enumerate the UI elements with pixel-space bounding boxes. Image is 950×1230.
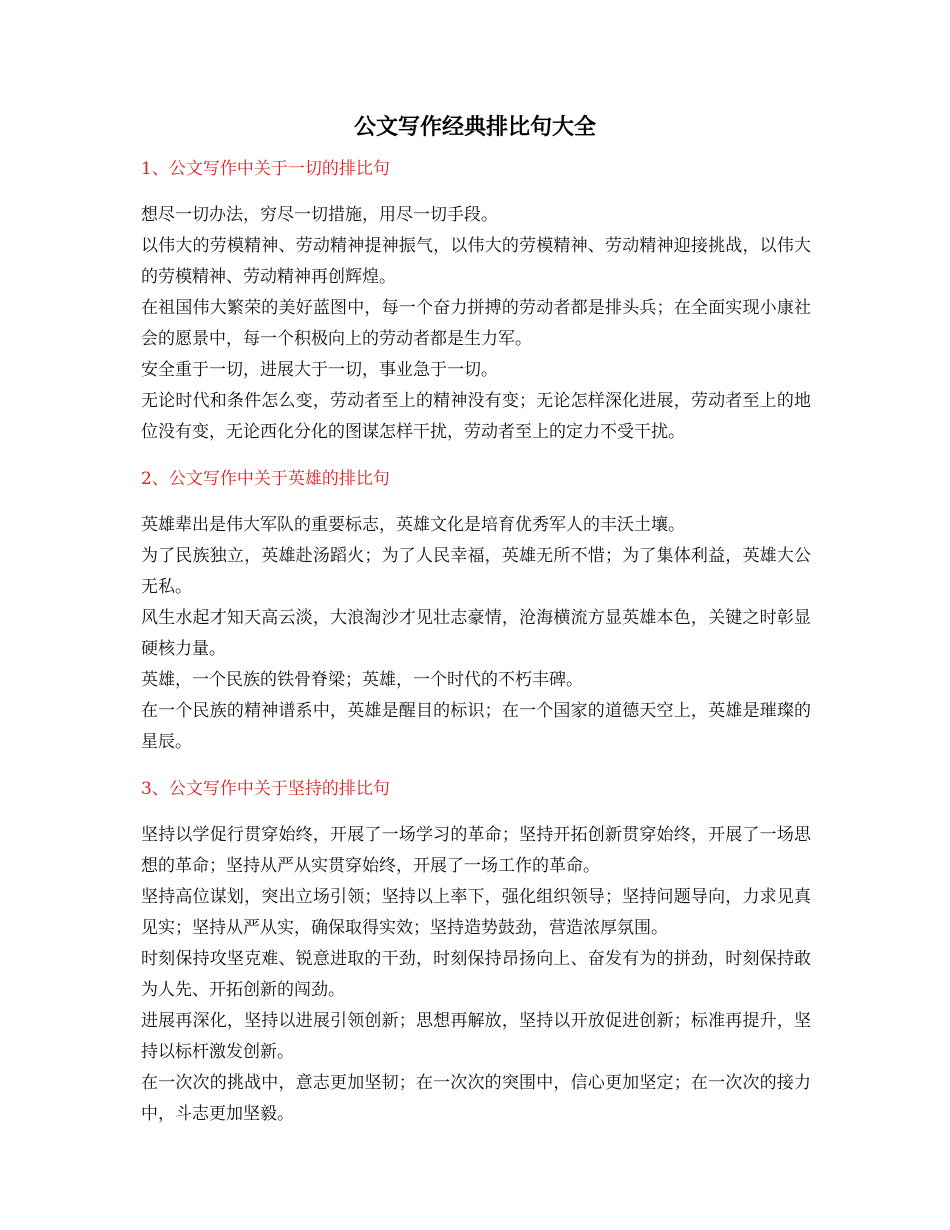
paragraph: 坚持高位谋划，突出立场引领；坚持以上率下，强化组织领导；坚持问题导向，力求见真见实；坚持从严从实，确保取得实效；坚持造势鼓劲，营造浓厚氛围。 [141,887,811,938]
section-heading: 2、公文写作中关于英雄的排比句 [141,469,390,489]
paragraph: 以伟大的劳模精神、劳动精神提神振气，以伟大的劳模精神、劳动精神迎接挑战，以伟大的劳模精神、劳动精神再创辉煌。 [141,236,811,287]
paragraph: 坚持以学促行贯穿始终，开展了一场学习的革命；坚持开拓创新贯穿始终，开展了一场思想的革命；坚持从严从实贯穿始终，开展了一场工作的革命。 [141,825,811,876]
paragraph: 风生水起才知天高云淡，大浪淘沙才见壮志豪情，沧海横流方显英雄本色，关键之时彰显硬核力量。 [141,608,811,659]
paragraph: 英雄辈出是伟大军队的重要标志，英雄文化是培育优秀军人的丰沃土壤。 [141,515,685,535]
paragraph: 进展再深化，坚持以进展引领创新；思想再解放，坚持以开放促进创新；标准再提升，坚持以标杆激发创新。 [141,1011,811,1062]
paragraph: 在一次次的挑战中，意志更加坚韧；在一次次的突围中，信心更加坚定；在一次次的接力中，斗志更加坚毅。 [141,1073,811,1124]
section-heading: 1、公文写作中关于一切的排比句 [141,159,390,179]
paragraph: 想尽一切办法，穷尽一切措施，用尽一切手段。 [141,205,498,225]
section-yingxiong [141,462,811,758]
section-yiqie [141,152,811,448]
section-heading: 3、公文写作中关于坚持的排比句 [141,779,390,799]
paragraph: 在祖国伟大繁荣的美好蓝图中，每一个奋力拼搏的劳动者都是排头兵；在全面实现小康社会的愿景中，每一个积极向上的劳动者都是生力军。 [141,298,811,349]
paragraph: 无论时代和条件怎么变，劳动者至上的精神没有变；无论怎样深化进展，劳动者至上的地位没有变，无论西化分化的图谋怎样干扰，劳动者至上的定力不受干扰。 [141,391,811,442]
paragraph: 在一个民族的精神谱系中，英雄是醒目的标识；在一个国家的道德天空上，英雄是璀璨的星辰。 [141,701,811,752]
document-title: 公文写作经典排比句大全 [353,115,596,140]
paragraph: 为了民族独立，英雄赴汤蹈火；为了人民幸福，英雄无所不惜；为了集体利益，英雄大公无私。 [141,546,811,597]
paragraph: 英雄，一个民族的铁骨脊梁；英雄，一个时代的不朽丰碑。 [141,670,583,690]
paragraph: 时刻保持攻坚克难、锐意进取的干劲，时刻保持昂扬向上、奋发有为的拼劲，时刻保持敢为人先、开拓创新的闯劲。 [141,949,811,1000]
paragraph: 安全重于一切，进展大于一切，事业急于一切。 [141,360,498,380]
document-body [141,152,811,1130]
section-jianchi [141,772,811,1130]
